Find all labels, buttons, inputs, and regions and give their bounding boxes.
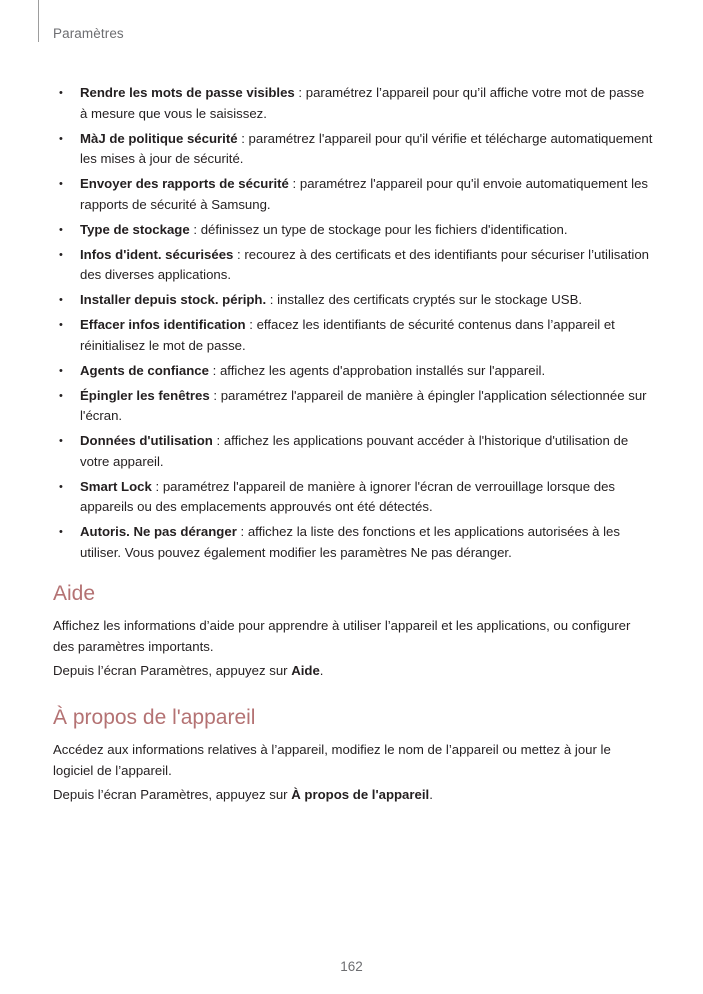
aide-description: Affichez les informations d’aide pour apprendre à utiliser l’appareil et les applications, ou configurer des paramètres importants. [53,618,631,654]
list-item [53,361,653,382]
list-item [53,386,653,427]
option-description: : effacez les identifiants de sécurité contenus dans l’appareil et réinitialisez le mot de passe. [80,317,615,353]
bullet-icon: • [59,248,63,261]
bullet-icon: • [59,480,63,493]
option-description: : paramétrez l'appareil pour qu'il vérifie et télécharge automatiquement les mises à jour de sécurité. [80,130,653,166]
list-item [53,290,653,311]
option-term: Type de stockage [80,221,190,237]
bullet-icon: • [59,319,63,331]
bullet-icon: • [59,87,63,99]
bullet-icon: • [59,364,63,377]
aide-instruction-prefix: Depuis l’écran Paramètres, appuyez sur [53,663,292,678]
bullet-icon: • [59,132,63,145]
bullet-icon: • [59,526,63,538]
list-item [53,220,653,241]
list-item [53,522,653,563]
apropos-heading: À propos de l'appareil [53,706,256,729]
option-description: : recourez à des certificats et des identifiants pour sécuriser l’utilisation des diverses applications. [80,246,649,282]
option-term: Données d'utilisation [80,433,213,448]
option-description: : paramétrez l'appareil pour qu'il envoie automatiquement les rapports de sécurité à Samsung. [80,176,648,212]
option-term: Installer depuis stock. périph. [80,292,267,307]
aide-instruction [53,661,653,682]
apropos-instruction-suffix: . [429,787,433,802]
list-item [53,477,653,518]
option-term: Smart Lock [80,478,152,494]
apropos-instruction-prefix: Depuis l’écran Paramètres, appuyez sur [53,787,292,802]
list-item [53,83,653,124]
option-description: : affichez les applications pouvant accéder à l'historique d'utilisation de votre appareil. [80,433,629,469]
apropos-menu-target: À propos de l'appareil [291,787,430,802]
option-description: : paramétrez l'appareil de manière à épingler l'application sélectionnée sur l'écran. [80,387,647,423]
option-description: : affichez la liste des fonctions et les applications autorisées à les utiliser. Vous pouvez également modifier les paramètres Ne pas déranger. [80,524,620,560]
option-term: Agents de confiance [80,362,209,378]
list-item [53,245,653,286]
option-description: : définissez un type de stockage pour les fichiers d'identification. [189,221,568,237]
bullet-icon: • [59,389,63,402]
aide-instruction-suffix: . [319,663,324,678]
option-description: : paramétrez l’appareil pour qu’il affiche votre mot de passe à mesure que vous le saisissez. [80,85,645,121]
apropos-instruction [53,785,653,806]
option-term: Autoris. Ne pas déranger [80,524,237,539]
header-divider [38,0,39,42]
option-description: : installez des certificats cryptés sur le stockage USB. [266,292,583,307]
option-term: Rendre les mots de passe visibles [80,85,295,100]
bullet-icon: • [59,294,63,306]
option-description: : affichez les agents d'approbation installés sur l'appareil. [208,362,546,378]
list-item [53,174,653,215]
aide-heading: Aide [53,582,96,605]
option-description: : paramétrez l'appareil de manière à ignorer l'écran de verrouillage lorsque des appareils ou des emplacements approuvés ont été détectés. [80,478,616,514]
option-term: Infos d'ident. sécurisées [80,246,234,262]
list-item [53,129,653,170]
list-item [53,315,653,356]
bullet-icon: • [59,223,63,236]
bullet-icon: • [59,178,63,190]
option-term: MàJ de politique sécurité [80,130,238,146]
option-term: Envoyer des rapports de sécurité [80,176,289,191]
aide-menu-target: Aide [291,663,320,678]
option-term: Effacer infos identification [80,317,246,332]
apropos-description: Accédez aux informations relatives à l’appareil, modifiez le nom de l’appareil ou mettez à jour le logiciel de l’appareil. [53,742,611,778]
security-options-list [53,83,653,568]
option-term: Épingler les fenêtres [80,387,210,403]
bullet-icon: • [59,435,63,447]
list-item [53,431,653,472]
page-number: 162 [340,959,363,974]
section-header-title: Paramètres [53,26,124,41]
